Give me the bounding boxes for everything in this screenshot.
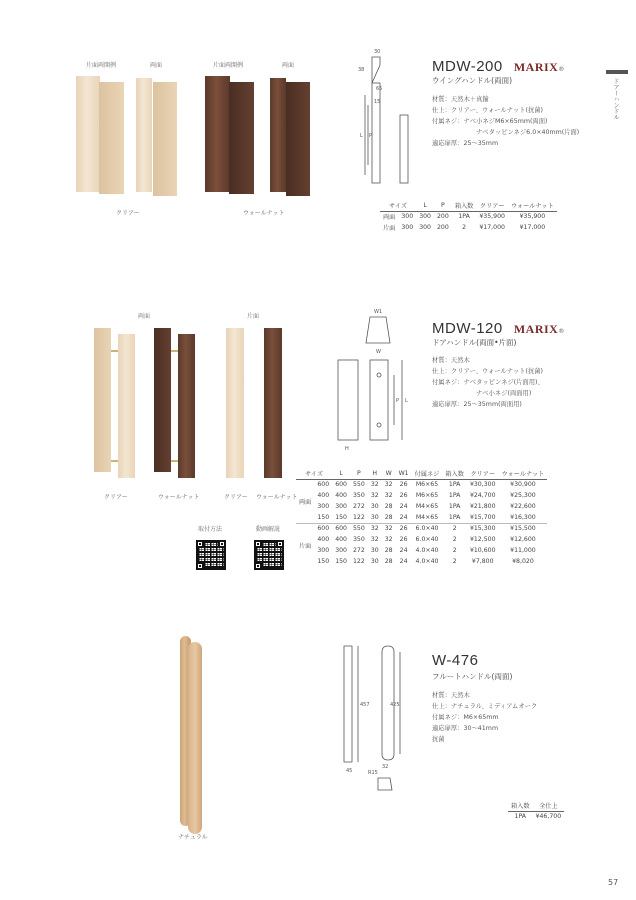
handle-photo-clear-2 [118,334,135,478]
table-cell: 2 [452,536,457,543]
photo-label: 両面 [150,62,163,69]
dim-label: P [396,398,400,404]
model-name: MDW-200 [432,58,503,75]
finish-label: ウォールナット [158,494,200,501]
table-cell: 26 [399,536,408,543]
table-cell: 28 [384,547,393,554]
mdw120-price-table [296,468,547,567]
table-cell: 600 [335,481,347,489]
table-cell: 300 [419,224,431,231]
spec-line: 適応扉厚：25〜35mm(両面用) [432,401,522,408]
dim-label: 45 [346,768,353,774]
table-cell: 300 [317,503,330,510]
table-cell: ¥15,500 [510,525,536,533]
table-cell: 272 [353,547,365,554]
table-row [296,512,547,523]
table-cell: ¥12,600 [510,536,536,543]
table-row [296,490,547,501]
page-number: 57 [608,878,619,887]
spec-line: 適応扉厚：30〜41mm [432,725,499,732]
qr-code-video[interactable] [254,540,284,570]
table-cell: 32 [384,536,393,543]
table-cell: 300 [335,547,347,554]
qr-code-install[interactable] [196,540,226,570]
table-header: L [416,200,434,211]
finish-label: クリアー [224,494,248,501]
table-cell: 24 [399,547,408,554]
table-cell: 6.0×40 [415,525,439,533]
table-cell: ¥35,900 [519,213,546,221]
table-cell: 30 [370,547,379,554]
table-cell: M6×65 [415,492,439,499]
table-cell: 550 [353,525,365,533]
table-cell: M4×65 [415,503,439,510]
subtitle: フルートハンドル(両面) [432,672,513,681]
registered-mark: ® [558,328,565,335]
mdw200-drawing [350,45,420,190]
table-cell: 6.0×40 [415,536,439,543]
table-row [508,811,564,822]
table-cell: 122 [353,558,365,565]
mdw200-heading [432,56,564,75]
table-header: ウォールナット [508,200,557,211]
finish-label: クリアー [104,494,128,501]
table-row [380,211,557,222]
handle-photo-walnut-2 [178,334,195,478]
table-cell: 24 [399,503,408,510]
handle-photo-clear-2 [99,82,124,194]
handle-photo-natural-2 [188,642,202,834]
spec-line: 付属ネジ：M6×65mm [432,714,499,721]
dim-label: P [369,133,373,139]
table-cell: 32 [384,525,393,533]
table-cell: 24 [399,513,408,521]
side-tab-bar [606,70,628,74]
table-row [296,556,547,567]
table-cell: ¥10,600 [469,547,496,554]
table-cell: 600 [317,525,330,533]
subtitle: ドアハンドル(両面•片面) [432,338,517,347]
spec-line: 材質：天然木＋真鍮 [432,96,489,103]
table-cell: 122 [353,513,365,521]
spec-list [432,690,537,745]
table-header: 箱入数 [508,800,533,811]
table-cell: 300 [401,213,414,221]
photo-label: 片面両開例 [86,62,117,69]
photo-label: 両面 [282,62,295,69]
qr-label: 取付方法 [198,526,223,533]
finish-label: ウォールナット [243,210,285,217]
mdw200-price-table [380,200,557,233]
mdw120-heading [432,318,564,337]
table-cell: 400 [335,536,347,543]
model-name: W-476 [432,652,479,669]
table-cell: ¥11,000 [510,547,536,554]
table-cell: ¥8,020 [512,558,534,565]
table-cell: 350 [353,536,365,543]
table-cell: ¥35,900 [479,213,505,221]
table-cell: ¥17,000 [519,224,546,231]
dim-label: W [376,349,381,355]
table-header: 箱入数 [442,468,467,479]
table-cell: ¥22,600 [510,503,536,510]
spec-line: 抗菌 [432,736,445,743]
dim-label: H [345,446,349,452]
table-cell: 2 [462,224,467,231]
model-name: MDW-120 [432,320,503,337]
table-cell: 150 [335,558,347,565]
table-cell: 28 [384,513,393,521]
spec-line: 適応扉厚：25〜35mm [432,140,499,147]
table-cell: 300 [335,503,347,510]
registered-mark: ® [558,66,565,73]
table-header: サイズ [380,200,416,211]
table-cell: 32 [370,481,379,489]
w476-drawing [338,642,414,792]
handle-photo-clear-3 [136,78,152,192]
group-label: 両面 [299,498,312,506]
table-cell: 550 [353,481,365,489]
table-cell: 150 [317,558,330,565]
table-row [296,479,547,490]
table-cell: 4.0×40 [415,547,439,554]
table-cell: 片面 [383,225,396,232]
table-cell: 600 [335,525,347,533]
table-cell: M4×65 [415,513,439,521]
table-header: サイズ [296,468,332,479]
finish-label: ナチュラル [178,834,208,841]
handle-photo-walnut-1 [205,76,230,192]
table-cell: 30 [370,503,379,510]
spec-list [432,355,544,410]
table-cell: 32 [370,492,379,499]
table-cell: 600 [317,481,330,489]
handle-photo-walnut-2 [229,82,254,194]
spec-line: 付属ネジ：ナベ小ネジM6×65mm(両面) [432,118,548,125]
dim-label: 65 [376,86,383,92]
table-header: クリアー [476,200,508,211]
dim-label: 38 [358,67,365,73]
table-cell: 2 [452,558,457,565]
table-cell: ¥17,000 [479,224,505,231]
table-header: P [350,468,368,479]
table-cell: ¥25,300 [510,492,536,499]
photo-label: 両面 [138,313,151,320]
table-cell: 1PA [448,513,461,521]
dim-label: 15 [374,99,381,105]
table-row [380,222,557,233]
table-header: L [332,468,350,479]
subtitle: ウイングハンドル(両面) [432,76,513,85]
brand-logo: MARIX [513,60,559,74]
side-tab-label: ドアーハンドル [612,78,619,120]
table-header: 付属ネジ [412,468,443,479]
mdw120-table-body [296,479,547,567]
table-cell: 1PA [448,481,461,489]
spec-line: 仕上：クリアー、ウォールナット(抗菌) [432,107,544,114]
spec-list [432,94,579,149]
table-cell: 26 [399,481,408,489]
spec-line: 仕上：ナチュラル、ミディアムオーク [432,703,538,710]
table-cell: ¥12,500 [469,536,496,543]
spec-line: 材質：天然木 [432,692,470,699]
finish-label: ウォールナット [256,494,298,501]
table-row [296,534,547,545]
table-header: P [434,200,452,211]
w476-price-table [508,800,564,822]
table-cell: 300 [401,224,414,231]
table-cell: 2 [452,525,457,533]
table-cell: ¥30,900 [510,481,536,489]
dim-label: 425 [390,702,400,708]
table-header: H [368,468,382,479]
dim-label: 30 [374,49,381,55]
table-cell: 1PA [448,503,461,510]
table-cell: ¥24,700 [469,492,496,499]
table-cell: 両面 [383,214,396,222]
table-cell: 4.0×40 [415,558,439,565]
table-header: W [382,468,396,479]
table-cell: 150 [317,513,330,521]
handle-photo-clear-4 [153,82,177,196]
table-cell: 2 [452,547,457,554]
qr-label: 動画解説 [256,526,281,533]
table-cell: ¥46,700 [535,813,562,821]
finish-label: クリアー [116,210,140,217]
table-cell: 28 [384,503,393,510]
table-cell: 272 [353,503,365,510]
table-cell: ¥30,300 [469,481,496,489]
table-cell: 1PA [458,213,470,221]
table-cell: ¥21,800 [469,503,496,510]
table-cell: 400 [317,536,330,543]
table-cell: 1PA [514,813,527,821]
handle-photo-walnut-single [264,328,282,478]
handle-photo-clear-1 [76,76,100,192]
handle-photo-clear-single [226,328,244,478]
dim-label: R15 [368,770,378,776]
table-cell: 300 [317,547,330,554]
table-cell: 32 [384,492,393,499]
table-cell: 200 [437,213,449,221]
dim-label: L [360,133,363,139]
table-cell: 26 [399,525,408,533]
table-cell: ¥15,300 [469,525,496,533]
table-cell: M6×65 [415,481,439,489]
photo-label: 片面 [247,313,260,320]
spec-line: 仕上：クリアー、ウォールナット(抗菌) [432,368,544,375]
table-cell: 300 [419,213,431,221]
dim-label: L [405,398,408,404]
handle-photo-walnut-3 [270,78,286,192]
table-row [296,523,547,534]
table-header: 箱入数 [452,200,477,211]
table-header: ウォールナット [499,468,548,479]
table-header: W1 [396,468,412,479]
spec-line: 付属ネジ：ナベタッピンネジ(片面用)、 [432,379,544,386]
mdw120-drawing [330,305,420,455]
table-row [296,545,547,556]
table-cell: ¥7,800 [471,558,494,565]
table-cell: ¥15,700 [469,513,496,521]
dim-label: 457 [360,702,370,708]
brand-logo: MARIX [513,322,559,336]
table-cell: ¥16,300 [510,513,536,521]
table-cell: 150 [335,513,347,521]
table-row [296,501,547,512]
table-cell: 400 [335,492,347,499]
table-cell: 30 [370,558,379,565]
table-cell: 28 [384,558,393,565]
table-cell: 1PA [448,492,461,499]
dim-label: 32 [382,764,389,770]
table-cell: 24 [399,558,408,565]
table-cell: 200 [437,224,449,231]
table-header: 全仕上 [533,800,565,811]
group-label: 片面 [299,542,312,550]
spec-line: ナベ小ネジ(両面用) [476,390,532,397]
table-cell: 350 [353,492,365,499]
dim-label: W1 [374,309,383,315]
table-cell: 400 [317,492,330,499]
handle-photo-walnut-1 [154,328,171,472]
handle-photo-clear-1 [94,328,111,472]
table-cell: 32 [384,481,393,489]
table-cell: 26 [399,492,408,499]
spec-line: ナベタッピンネジ6.0×40mm(片面) [476,129,580,136]
table-cell: 32 [370,536,379,543]
table-cell: 32 [370,525,379,533]
table-cell: 30 [370,513,379,521]
handle-photo-walnut-4 [286,82,310,196]
spec-line: 材質：天然木 [432,357,470,364]
table-header: クリアー [467,468,499,479]
photo-label: 片面両開例 [213,62,244,69]
